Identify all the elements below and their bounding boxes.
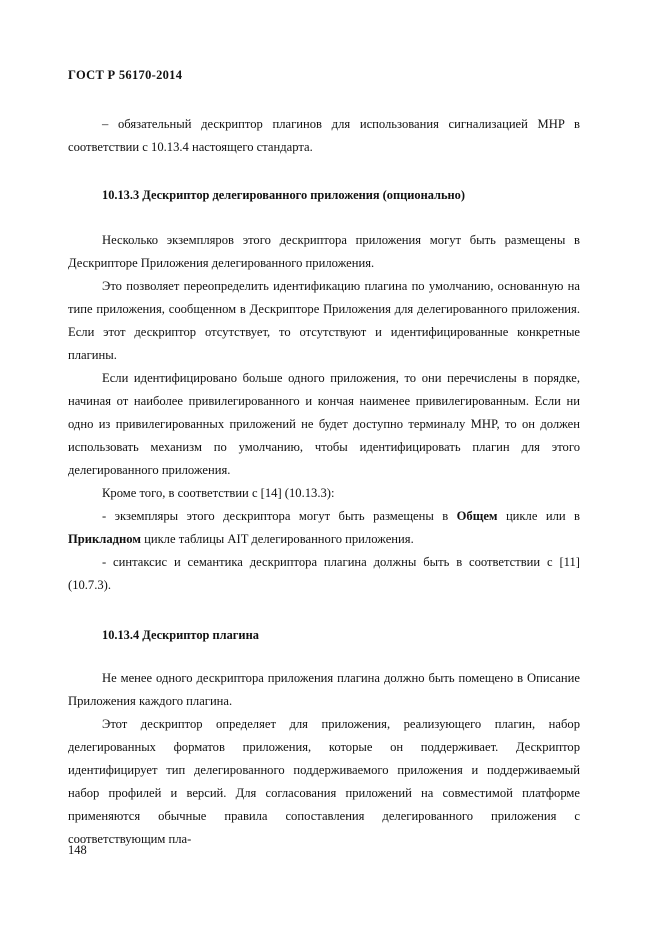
document-header: ГОСТ Р 56170-2014	[68, 68, 183, 82]
page-number: 148	[68, 843, 87, 857]
paragraph: Если идентифицировано больше одного приложения, то они перечислены в порядке, начиная от наиболее привилегированного и кончая наименее привилегированным. Если ни одно из привилегированных приложений не будет доступно терминалу MHP, то он должен использовать механизм по умолчанию, чтобы идентифицировать плагин для этого делегированного приложения.	[68, 371, 580, 477]
section-10-13-4	[68, 624, 580, 647]
paragraph: Несколько экземпляров этого дескриптора приложения могут быть размещены в Дескрипторе Приложения делегированного приложения.	[68, 233, 580, 270]
list-item	[68, 505, 580, 551]
section-heading-10-13-4: 10.13.4 Дескриптор плагина	[102, 628, 259, 642]
bold-term-general: Общем	[456, 509, 498, 523]
bold-term-applied: Прикладном	[68, 532, 141, 546]
paragraph: Не менее одного дескриптора приложения плагина должно быть помещено в Описание Приложения каждого плагина.	[68, 671, 580, 708]
text-run: цикле таблицы AIT делегированного приложения.	[140, 532, 414, 546]
intro-block	[68, 113, 580, 159]
paragraph: Кроме того, в соответствии с [14] (10.13.3):	[102, 486, 335, 500]
text-run: - экземпляры этого дескриптора могут быть размещены в	[102, 509, 457, 523]
list-item: - синтаксис и семантика дескриптора плагина должны быть в соответствии с [11] (10.7.3).	[68, 555, 580, 592]
intro-paragraph: – обязательный дескриптор плагинов для использования сигнализацией MHP в соответствии с 10.13.4 настоящего стандарта.	[68, 117, 580, 154]
section-10-13-4-body	[68, 667, 580, 851]
paragraph: Этот дескриптор определяет для приложения, реализующего плагин, набор делегированных форматов приложения, которые он поддерживает. Дескриптор идентифицирует тип делегированного поддерживаемого приложения и поддерживаемый набор профилей и версий. Для согласования приложений на совместимой платформе применяются обычные правила сопоставления делегированного приложения с соответствующим пла-	[68, 717, 580, 846]
section-10-13-3	[68, 184, 580, 207]
text-run: цикле или в	[497, 509, 580, 523]
section-heading-10-13-3: 10.13.3 Дескриптор делегированного приложения (опционально)	[102, 188, 465, 202]
section-10-13-3-body	[68, 229, 580, 597]
paragraph: Это позволяет переопределить идентификацию плагина по умолчанию, основанную на типе приложения, сообщенном в Дескрипторе Приложения для делегированного приложения. Если этот дескриптор отсутствует, то отсутствуют и идентифицированные конкретные плагины.	[68, 279, 580, 362]
